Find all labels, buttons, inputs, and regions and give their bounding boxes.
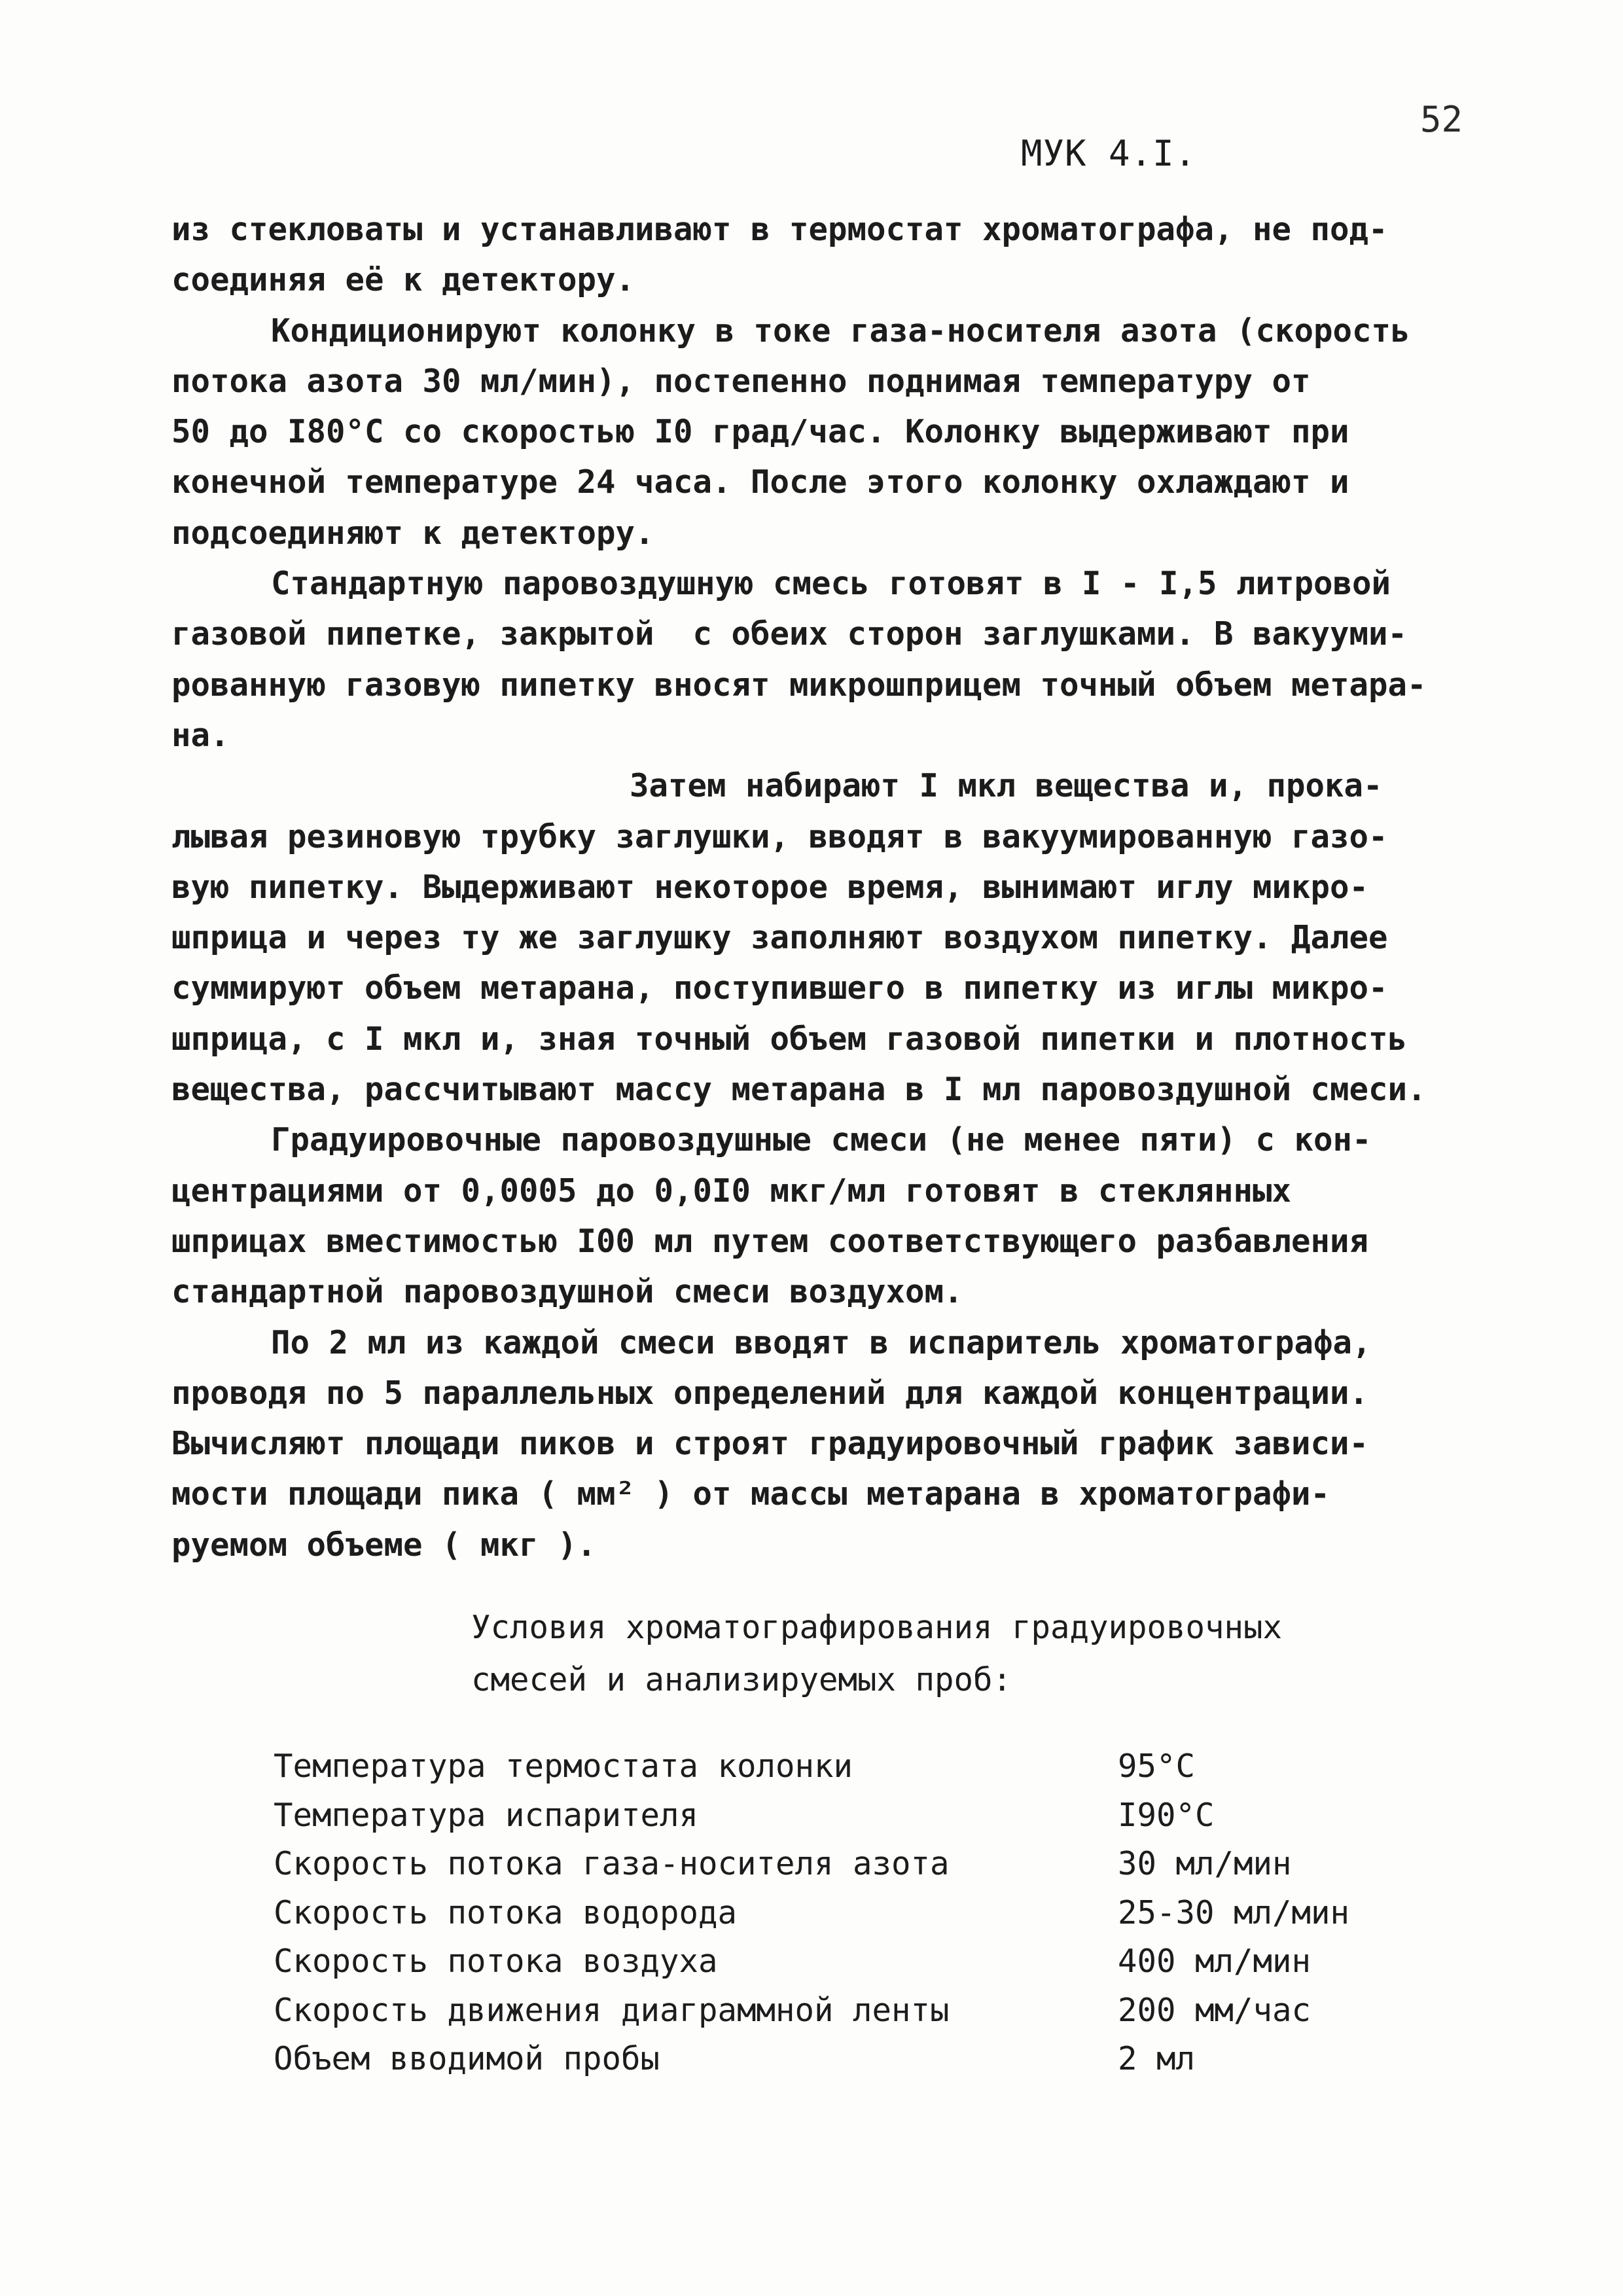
param-value: I90°С	[1118, 1796, 1215, 1834]
caption-line: смесей и анализируемых проб:	[471, 1661, 1012, 1698]
text-line: на.	[171, 716, 230, 754]
text-line: 50 до I80°С со скоростью I0 град/час. Колонку выдерживают при	[171, 413, 1349, 451]
text-line: рованную газовую пипетку вносят микрошприцем точный объем метара-	[171, 666, 1427, 704]
param-value: 200 мм/час	[1118, 1991, 1311, 2029]
param-value: 2 мл	[1118, 2040, 1196, 2077]
text-line: Градуировочные паровоздушные смеси (не менее пяти) с кон-	[271, 1121, 1372, 1159]
text-line: потока азота 30 мл/мин), постепенно поднимая температуру от	[171, 362, 1311, 400]
text-line: проводя по 5 параллельных определений для каждой концентрации.	[171, 1374, 1369, 1412]
text-line: мости площади пика ( мм² ) от массы метарана в хроматографи-	[171, 1475, 1330, 1513]
text-line: Затем набирают I мкл вещества и, прока-	[630, 767, 1383, 805]
text-line: Кондиционируют колонку в токе газа-носителя азота (скорость	[271, 312, 1410, 350]
text-line: шприца и через ту же заглушку заполняют воздухом пипетку. Далее	[171, 919, 1388, 957]
text-line: конечной температуре 24 часа. После этого колонку охлаждают и	[171, 463, 1349, 501]
text-line: руемом объеме ( мкг ).	[171, 1526, 597, 1564]
body-text	[171, 204, 1480, 1570]
table-row	[274, 1889, 1445, 1938]
param-name: Скорость движения диаграммной ленты	[274, 1991, 950, 2029]
page-number: 52	[1420, 99, 1463, 140]
text-line: шприца, с I мкл и, зная точный объем газовой пипетки и плотность	[171, 1020, 1408, 1058]
conditions-table	[274, 1742, 1445, 2084]
text-line: Стандартную паровоздушную смесь готовят в I - I,5 литровой	[271, 565, 1391, 603]
table-row	[274, 1840, 1445, 1889]
param-value: 30 мл/мин	[1118, 1845, 1292, 1882]
table-row	[274, 1791, 1445, 1840]
param-name: Температура термостата колонки	[274, 1748, 853, 1785]
param-value: 25-30 мл/мин	[1118, 1893, 1350, 1931]
text-line: суммируют объем метарана, поступившего в пипетку из иглы микро-	[171, 969, 1388, 1007]
text-line: вую пипетку. Выдерживают некоторое время, вынимают иглу микро-	[171, 868, 1369, 906]
param-name: Скорость потока водорода	[274, 1893, 738, 1931]
text-line: центрациями от 0,0005 до 0,0I0 мкг/мл готовят в стеклянных	[171, 1172, 1292, 1210]
param-name: Скорость потока воздуха	[274, 1943, 718, 1980]
param-name: Объем вводимой пробы	[274, 2040, 660, 2077]
text-line: из стекловаты и устанавливают в термостат хроматографа, не под-	[171, 211, 1388, 248]
text-line: подсоединяют к детектору.	[171, 514, 654, 552]
text-line: Вычисляют площади пиков и строят градуировочный график зависи-	[171, 1425, 1369, 1463]
table-row	[274, 1986, 1445, 2036]
table-row	[274, 2035, 1445, 2084]
text-line: По 2 мл из каждой смеси вводят в испаритель хроматографа,	[271, 1323, 1372, 1361]
document-code: МУК 4.I.	[1021, 133, 1197, 174]
text-line: газовой пипетке, закрытой с обеих сторон заглушками. В вакууми-	[171, 615, 1408, 653]
param-name: Скорость потока газа-носителя азота	[274, 1845, 950, 1882]
conditions-caption	[471, 1602, 1518, 1706]
param-value: 400 мл/мин	[1118, 1943, 1311, 1980]
table-row	[274, 1937, 1445, 1986]
text-line: стандартной паровоздушной смеси воздухом.	[171, 1273, 963, 1311]
text-line: шприцах вместимостью I00 мл путем соответствующего разбавления	[171, 1222, 1369, 1260]
text-line: вещества, рассчитывают массу метарана в I мл паровоздушной смеси.	[171, 1071, 1427, 1109]
caption-line: Условия хроматографирования градуировочных	[471, 1609, 1283, 1646]
table-row	[274, 1742, 1445, 1791]
param-value: 95°С	[1118, 1748, 1196, 1785]
text-line: лывая резиновую трубку заглушки, вводят в вакуумированную газо-	[171, 817, 1388, 855]
text-line: соединяя её к детектору.	[171, 261, 635, 299]
param-name: Температура испарителя	[274, 1796, 699, 1834]
